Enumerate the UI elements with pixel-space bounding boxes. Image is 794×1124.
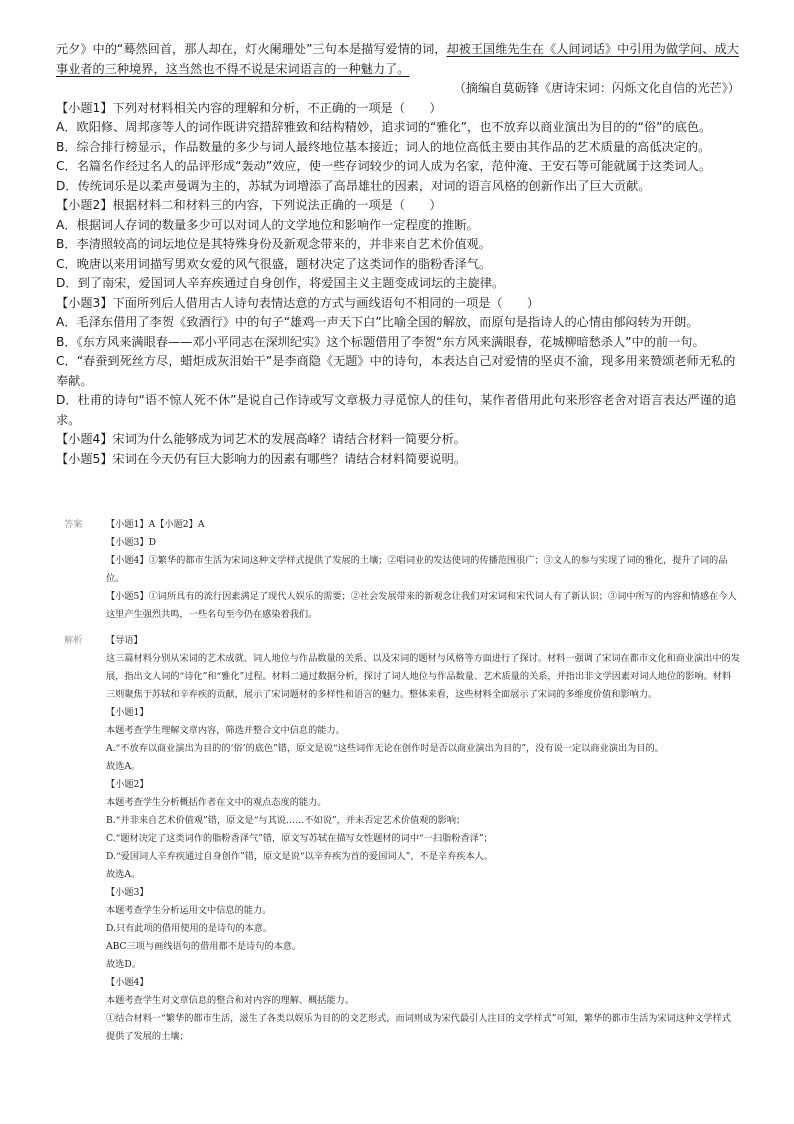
answer-line: 【小题4】①繁华的都市生活为宋词这种文学样式提供了发展的土壤；②唱词业的发达使词的传播范围很广；③文人的参与实现了词的雅化，提升了词的品位。 [106, 555, 728, 584]
analysis-line: 本题考查学生理解文章内容，筛选并整合文中信息的能力。 [106, 725, 345, 736]
analysis-section [64, 632, 740, 1046]
answer-section [64, 516, 740, 624]
passage-and-questions [56, 40, 740, 469]
question-line: B．综合排行榜显示，作品数量的多少与词人最终地位基本接近；词人的地位高低主要由其作品的艺术质量的高低决定的。 [56, 139, 711, 154]
question-line: A．毛泽东借用了李贺《致酒行》中的句子“雄鸡一声天下白”比喻全国的解放，而原句是指诗人的心情由郁闷转为开朗。 [56, 315, 699, 329]
question-line: 【小题4】宋词为什么能够成为词艺术的发展高峰？请结合材料一简要分析。 [56, 432, 466, 446]
question-line: 【小题2】根据材料二和材料三的内容，下列说法正确的一项是（ ） [56, 198, 442, 212]
passage-line-2 [56, 60, 740, 80]
analysis-tag: 解析 [64, 635, 83, 646]
analysis-line: B.“并非来自艺术价值观”错，原文是“与其说……不如说”，并未否定艺术价值观的影响； [106, 815, 466, 826]
analysis-line: 故选D。 [106, 959, 141, 970]
analysis-line: C.“题材决定了这类词作的脂粉香泽气”错，原文写苏轼在描写女性题材的词中“一扫脂粉香泽”； [106, 833, 493, 844]
answer-line: 【小题5】①词所具有的流行因素满足了现代人娱乐的需要；②社会发展带来的新观念让我们对宋词和宋代词人有了新认识；③词中所写的内容和情感在今人这里产生强烈共鸣，一些名句至今仍在感染着我们。 [106, 591, 737, 620]
question-line: D．到了南宋，爱国词人辛弃疾通过自身创作，将爱国主义主题变成词坛的主旋律。 [56, 276, 505, 290]
answer-tag: 答案 [64, 519, 83, 530]
analysis-line: ①结合材料一“繁华的都市生活，滋生了各类以娱乐为目的的文艺形式，而词则成为宋代最引人注目的文学样式”可知，繁华的都市生活为宋词这种文学样式提供了发展的土壤； [106, 1013, 731, 1042]
answer-line: 【小题1】A【小题2】A [106, 519, 205, 530]
underlined-sentence-part-1: 却被王国维先生在《人间词话》中引用为做学问、成大 [446, 42, 739, 56]
analysis-line: 本题考查学生对文章信息的整合和对内容的理解、概括能力。 [106, 995, 355, 1006]
analysis-line: ABC三项与画线语句的借用都不是诗句的本意。 [106, 941, 302, 952]
analysis-line: 这三篇材料分别从宋词的艺术成就、词人地位与作品数量的关系、以及宋词的题材与风格等方面进行了探讨。材料一强调了宋词在都市文化和商业演出中的发展，指出文人词的“诗化”和“雅化”过程。材料二通过数据分析，探讨了词人地位与作品数量、艺术质量的关系，并指出非文学因素对词人地位的影响。材料三则聚焦于苏轼和辛弃疾的贡献，展示了宋词题材的多样性和语言的魅力。整体来看，这些材料全面展示了宋词的多维度价值和影响力。 [106, 653, 740, 700]
analysis-line: 【小题3】 [106, 887, 149, 898]
analysis-line: D.“爱国词人辛弃疾通过自身创作”错，原文是说“以辛弃疾为首的爱国词人”，不是辛弃疾本人。 [106, 851, 494, 862]
analysis-line: 本题考查学生分析概括作者在文中的观点态度的能力。 [106, 797, 327, 808]
answer-body [106, 516, 740, 624]
analysis-line: 【小题2】 [106, 779, 149, 790]
analysis-body [106, 632, 740, 1046]
question-line: B．李清照较高的词坛地位是其特殊身份及新观念带来的，并非来自艺术价值观。 [56, 237, 491, 251]
passage-source: （摘编自莫砺锋《唐诗宋词：闪烁文化自信的光芒》） [453, 81, 740, 95]
question-line: A．欧阳修、周邦彦等人的词作既讲究措辞雅致和结构精妙，追求词的“雅化”，也不放弃以商业演出为目的的“俗”的底色。 [56, 120, 712, 134]
question-line: D．杜甫的诗句“语不惊人死不休”是说自己作诗或写文章极力寻觅惊人的佳句，某作者借用此句来形容老舍对语言表达严谨的追求。 [56, 393, 737, 427]
analysis-line: 本题考查学生分析运用文中信息的能力。 [106, 905, 272, 916]
question-line: A．根据词人存词的数量多少可以对词人的文学地位和影响作一定程度的推断。 [56, 217, 479, 232]
answer-line: 【小题3】D [106, 537, 156, 548]
passage-line-1 [56, 40, 740, 60]
analysis-line: 故选A。 [106, 761, 141, 772]
analysis-line: 【小题1】 [106, 707, 149, 718]
passage-text: 元夕》中的“蓦然回首，那人却在，灯火阑珊处”三句本是描写爱情的词， [56, 42, 447, 56]
question-line: C．名篇名作经过名人的品评形成“轰动”效应，使一些存词较少的词人成为名家，范仲淹、王安石等可能就属于这类词人。 [56, 159, 711, 173]
analysis-line: 故选A。 [106, 869, 141, 880]
analysis-line: 【小题4】 [106, 977, 149, 988]
question-line: 【小题5】宋词在今天仍有巨大影响力的因素有哪些？请结合材料简要说明。 [56, 451, 466, 466]
question-line: 【小题1】下列对材料相关内容的理解和分析，不正确的一项是（ ） [56, 100, 442, 115]
question-line: D．传统词乐是以柔声曼调为主的，苏轼为词增添了高昂雄壮的因素，对词的语言风格的创新作出了巨大贡献。 [56, 178, 651, 193]
question-line: C．“春蚕到死丝方尽，蜡炬成灰泪始干”是李商隐《无题》中的诗句，本表达自己对爱情的坚贞不渝，现多用来赞颂老师无私的奉献。 [56, 354, 736, 388]
analysis-line: D.只有此项的借用使用的是诗句的本意。 [106, 923, 273, 934]
analysis-line: 【导语】 [106, 635, 143, 646]
question-line: B．《东方风来满眼春——邓小平同志在深圳纪实》这个标题借用了李贺“东方风来满眼春，花城柳暗愁杀人”中的前一句。 [56, 334, 705, 349]
question-line: C．晚唐以来用词描写男欢女爱的风气很盛，题材决定了这类词作的脂粉香泽气。 [56, 256, 492, 271]
analysis-line: A.“不放弃以商业演出为目的的‘俗’的底色”错，原文是说“这些词作无论在创作时是否以商业演出为目的”，没有说一定以商业演出为目的。 [106, 743, 664, 754]
underlined-sentence-part-2: 事业者的三种境界，这当然也不得不说是宋词语言的一种魅力了。 [56, 61, 410, 76]
question-line: 【小题3】下面所列后人借用古人诗句表情达意的方式与画线语句不相同的一项是（ ） [56, 295, 540, 310]
